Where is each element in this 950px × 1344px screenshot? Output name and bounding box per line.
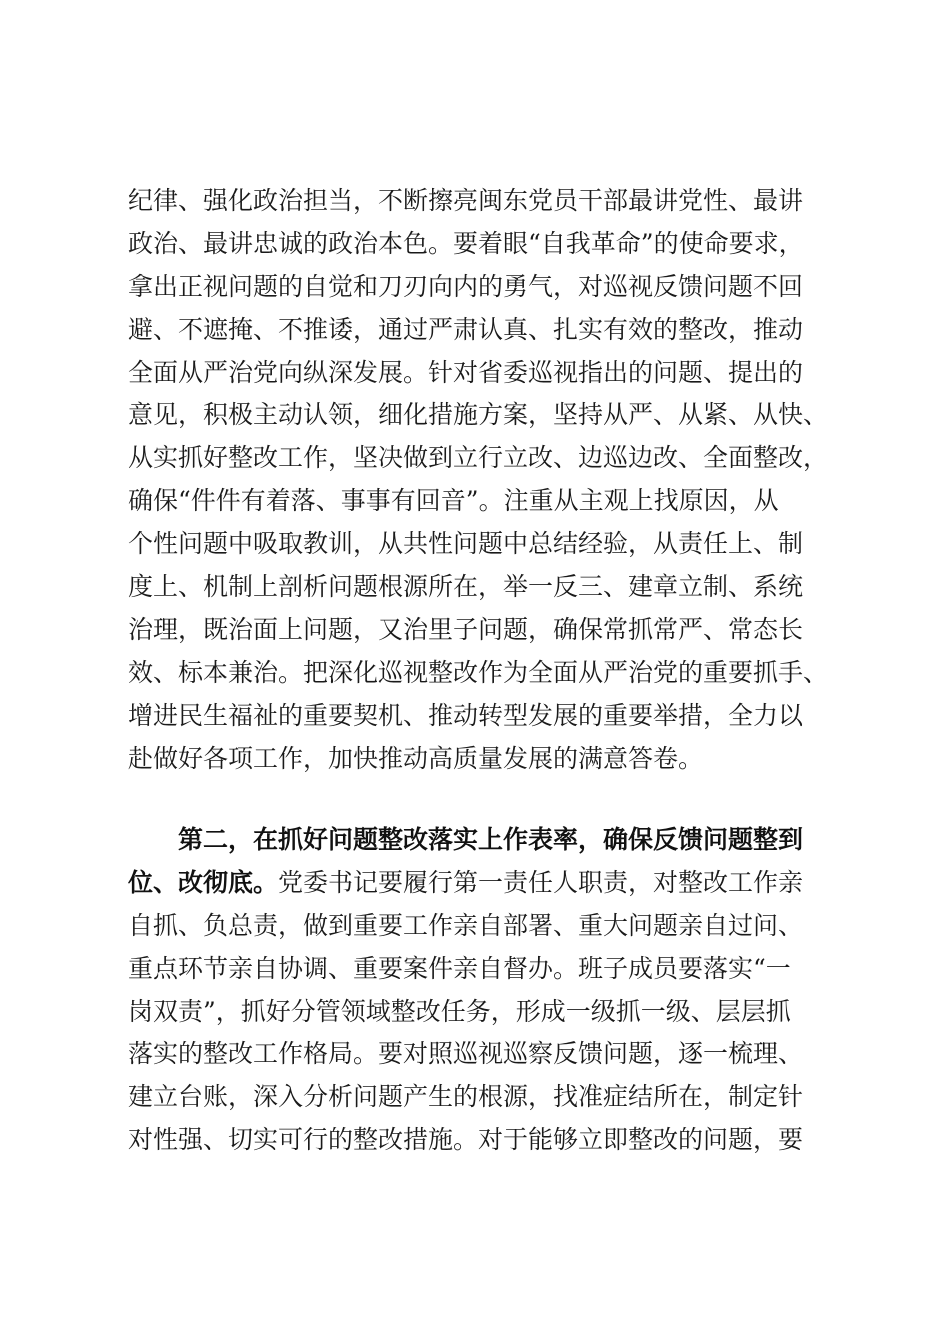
text-line: 对性强、切实可行的整改措施。对于能够立即整改的问题，要 xyxy=(128,1125,804,1155)
text-line: 拿出正视问题的自觉和刀刃向内的勇气，对巡视反馈问题不回 xyxy=(128,271,804,301)
text-line: 纪律、强化政治担当，不断擦亮闽东党员干部最讲党性、最讲 xyxy=(128,186,804,215)
text-run: 党委书记要履行第一责任人职责，对整改工作亲 xyxy=(278,867,804,897)
text-line: 岗双责”，抓好分管领域整改任务，形成一级抓一级、层层抓 xyxy=(128,996,791,1026)
section-paragraph xyxy=(128,819,850,1162)
text-line: 落实的整改工作格局。要对照巡视巡察反馈问题，逐一梳理、 xyxy=(128,1039,804,1069)
text-line: 重点环节亲自协调、重要案件亲自督办。班子成员要落实“一 xyxy=(128,953,791,983)
section-heading: 第二，在抓好问题整改落实上作表率，确保反馈问题整到 xyxy=(178,825,804,854)
text-line: 自抓、负总责，做到重要工作亲自部署、重大问题亲自过问、 xyxy=(128,910,804,940)
text-line: 全面从严治党向纵深发展。针对省委巡视指出的问题、提出的 xyxy=(128,357,804,387)
text-line: 建立台账，深入分析问题产生的根源，找准症结所在，制定针 xyxy=(128,1082,804,1112)
text-line: 确保“件件有着落、事事有回音”。注重从主观上找原因，从 xyxy=(128,486,779,516)
body-paragraph xyxy=(128,180,850,780)
text-line: 治理，既治面上问题，又治里子问题，确保常抓常严、常态长 xyxy=(128,614,804,644)
text-line: 效、标本兼治。把深化巡视整改作为全面从严治党的重要抓手、 xyxy=(128,657,829,687)
text-line: 避、不遮掩、不推诿，通过严肃认真、扎实有效的整改，推动 xyxy=(128,314,804,344)
text-line xyxy=(128,862,850,905)
text-line: 从实抓好整改工作，坚决做到立行立改、边巡边改、全面整改， xyxy=(128,443,829,473)
text-line: 增进民生福祉的重要契机、推动转型发展的重要举措，全力以 xyxy=(128,700,804,730)
section-heading-end: 位、改彻底。 xyxy=(128,867,279,897)
text-line: 个性问题中吸取教训，从共性问题中总结经验，从责任上、制 xyxy=(128,529,804,559)
text-line: 意见，积极主动认领，细化措施方案，坚持从严、从紧、从快、 xyxy=(128,400,829,430)
text-line: 赴做好各项工作，加快推动高质量发展的满意答卷。 xyxy=(128,743,704,773)
text-line: 度上、机制上剖析问题根源所在，举一反三、建章立制、系统 xyxy=(128,572,804,602)
text-line: 政治、最讲忠诚的政治本色。要着眼“自我革命”的使命要求， xyxy=(128,228,804,258)
